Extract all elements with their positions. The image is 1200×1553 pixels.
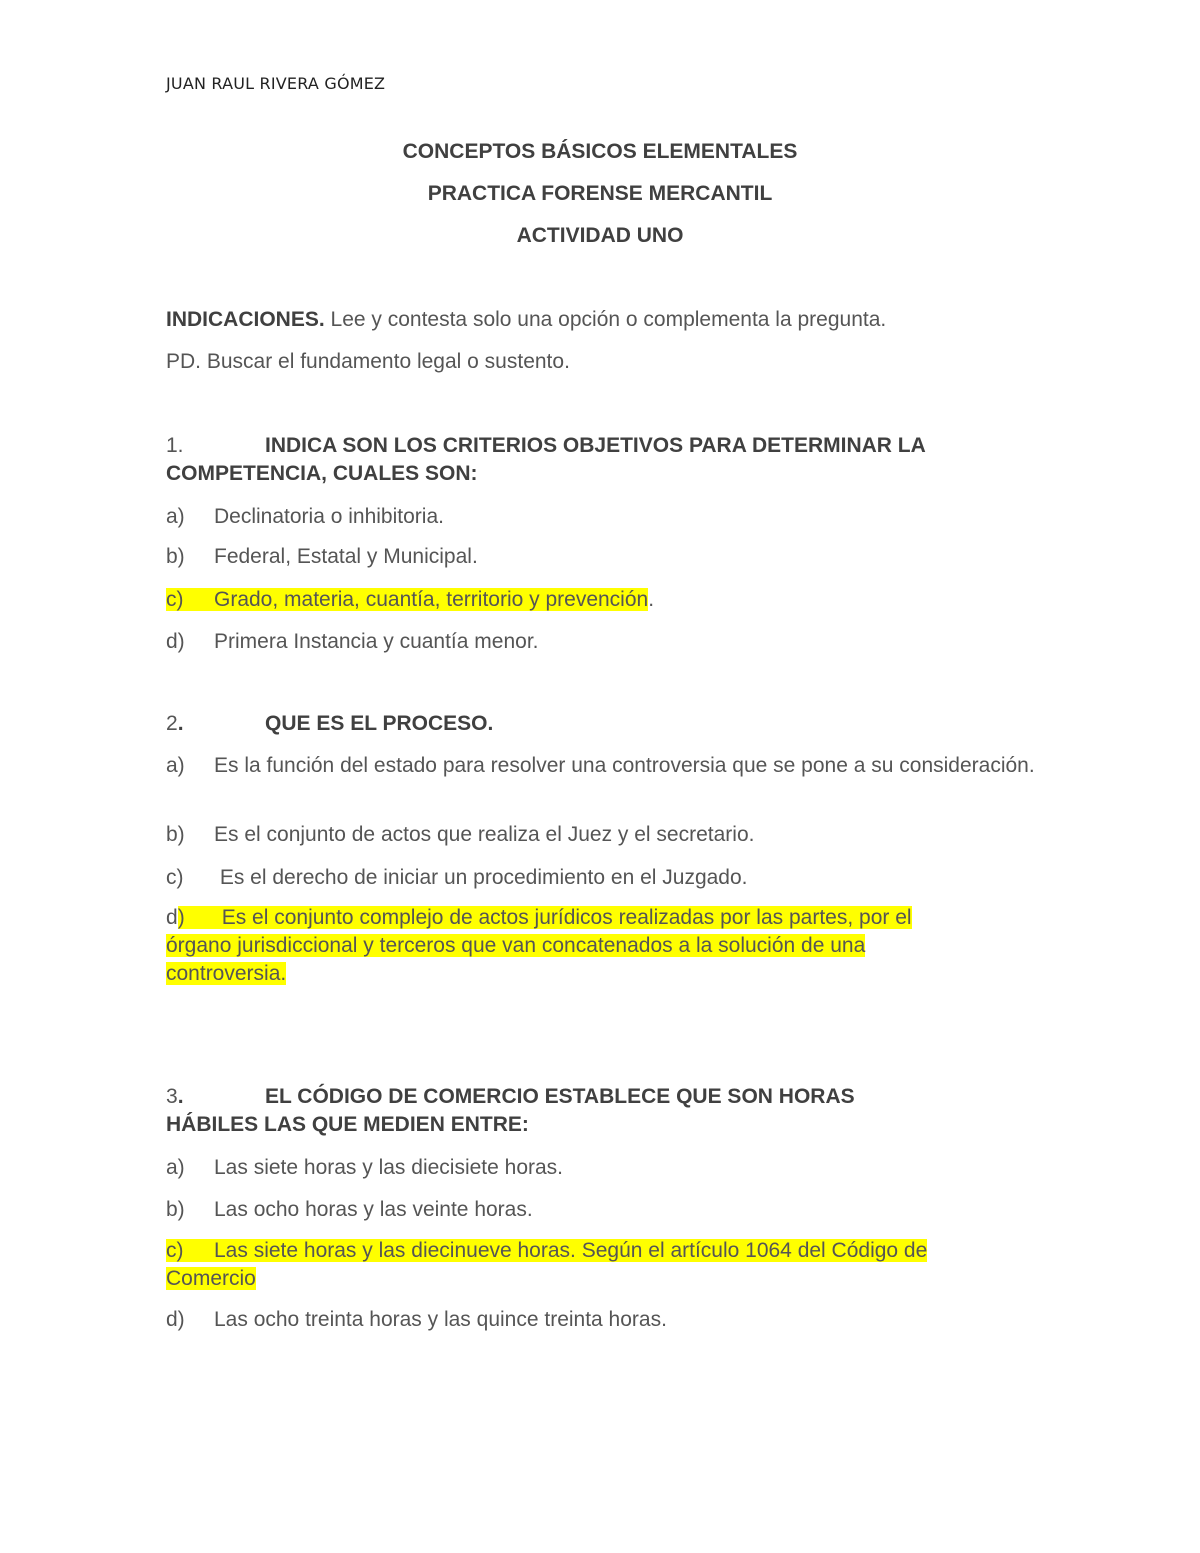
option-letter: d) [166,630,185,653]
option-text: Primera Instancia y cuantía menor. [214,630,539,653]
title-line-2: PRACTICA FORENSE MERCANTIL [427,182,773,205]
option-letter: b) [166,823,185,846]
question-1-option-c-answer [166,586,1046,614]
option-text: Federal, Estatal y Municipal. [214,545,478,568]
highlighted-answer [166,588,648,611]
instructions [166,308,886,332]
question-1-heading-line2: COMPETENCIA, CUALES SON: [166,462,478,485]
highlighted-answer-line2: Comercio [166,1267,256,1290]
question-2-number: 2. [166,712,184,735]
instructions-text: Lee y contesta solo una opción o complementa la pregunta. [324,308,887,331]
title-line-3: ACTIVIDAD UNO [516,224,684,247]
question-3-number-text: 3 [166,1085,178,1108]
option-text: Declinatoria o inhibitoria. [214,505,444,528]
option-trailing-period: . [648,588,655,611]
question-3-option-c-answer [166,1237,1046,1293]
question-3-option-d [166,1306,1046,1334]
option-text-line1: Es el conjunto complejo de actos jurídicos realizadas por las partes, por el [221,906,912,929]
question-2-heading-line1: QUE ES EL PROCESO. [265,712,494,735]
question-1-heading-line1: INDICA SON LOS CRITERIOS OBJETIVOS PARA DETERMINAR LA [265,434,926,457]
highlighted-answer-line1 [166,1239,927,1262]
highlighted-answer-line2: órgano jurisdiccional y terceros que van concatenados a la solución de una [166,934,866,957]
option-text: Es el derecho de iniciar un procedimiento en el Juzgado. [214,866,748,889]
question-2-option-d-answer [166,904,1046,988]
question-3-option-a [166,1154,1046,1182]
question-1-option-d [166,628,1046,656]
question-3-heading-line2: HÁBILES LAS QUE MEDIEN ENTRE: [166,1113,529,1136]
question-2-option-a [166,752,1046,780]
highlighted-answer-line1 [178,906,912,929]
question-1-heading [166,432,1046,488]
title-line-1: CONCEPTOS BÁSICOS ELEMENTALES [402,140,798,163]
question-2-heading [166,710,1046,738]
option-letter: d) [166,1308,185,1331]
question-3-option-b [166,1196,1046,1224]
option-letter: d [166,906,178,929]
highlighted-answer-line3: controversia. [166,962,287,985]
question-2-option-c [166,864,1046,892]
option-text: Grado, materia, cuantía, territorio y prevención [214,588,649,611]
option-letter: c) [166,1239,184,1262]
option-text: Es el conjunto de actos que realiza el Juez y el secretario. [214,823,755,846]
question-1-option-b [166,543,1046,571]
option-text: Las ocho horas y las veinte horas. [214,1198,533,1221]
option-letter: a) [166,754,185,777]
question-2-option-b [166,821,1046,849]
option-letter: c) [166,588,184,611]
option-text-line1: Las siete horas y las diecinueve horas. Según el artículo 1064 del Código de [214,1239,928,1262]
author-name: JUAN RAUL RIVERA GÓMEZ [166,74,386,93]
option-letter: b) [166,545,185,568]
option-text: Las ocho treinta horas y las quince treinta horas. [214,1308,667,1331]
question-3-number: 3. [166,1085,184,1108]
question-3-heading [166,1083,1046,1139]
question-3-heading-line1: EL CÓDIGO DE COMERCIO ESTABLECE QUE SON HORAS [265,1085,855,1108]
option-text: Las siete horas y las diecisiete horas. [214,1156,564,1179]
option-letter: a) [166,505,185,528]
option-text: Es la función del estado para resolver una controversia que se pone a su consideración. [214,754,1035,777]
question-1-number: 1. [166,434,184,457]
option-letter: b) [166,1198,185,1221]
instructions-note: PD. Buscar el fundamento legal o sustento. [166,350,570,373]
question-2-number-text: 2 [166,712,178,735]
option-letter-paren: ) [177,906,185,929]
option-letter: a) [166,1156,185,1179]
question-1-option-a [166,503,1046,531]
instructions-label: INDICACIONES. [166,308,325,331]
option-letter: c) [166,866,184,889]
